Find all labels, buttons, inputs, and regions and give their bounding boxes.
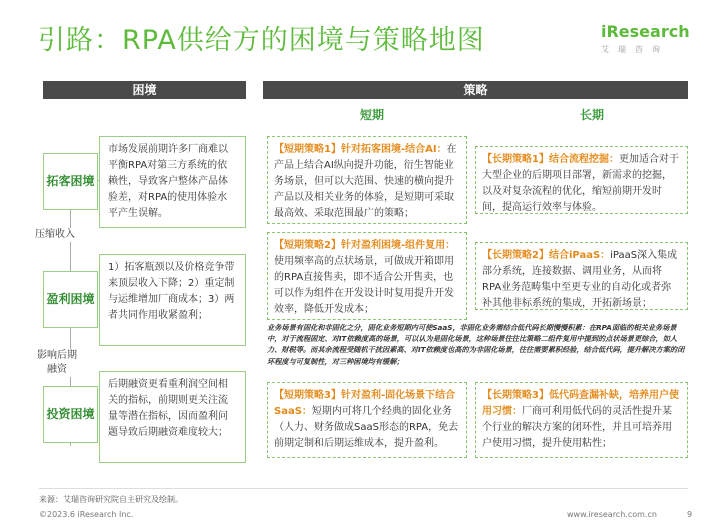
strategy-body: 更加适合对于大型企业的后期项目部署，新需求的挖掘，以及对复杂流程的优化，缩短前期开发时间，提高运行效率与体验。 (482, 154, 679, 213)
short-term-strategy-3 (267, 382, 467, 458)
short-term-strategy-2 (267, 232, 467, 320)
stage-desc-profit: 1）拓客瓶颈以及价格竞争带来顶层收入下降；2）重定制与运维增加厂商成本；3）两者共同作用收紧盈利； (99, 254, 246, 346)
footer-url: www.iresearch.com.cn (567, 510, 657, 519)
strategy-heading: 【长期策略3】低代码查漏补缺，培养用户使用习惯： (482, 390, 679, 417)
header-dilemma: 困境 (43, 81, 246, 99)
header-strategy: 策略 (263, 81, 688, 99)
logo-subtitle: 艾瑞咨询 (601, 45, 669, 54)
strategy-heading: 【短期策略2】针对盈利困境-组件复用： (274, 240, 456, 251)
column-short-term: 短期 (360, 108, 385, 122)
strategy-body: 厂商可利用低代码的灵活性提升某个行业的解决方案的闭环性，并且可培养用户使用习惯，提升使用粘性； (482, 406, 672, 449)
footer-divider (39, 488, 688, 489)
long-term-strategy-1 (475, 146, 688, 214)
short-term-strategy-1 (267, 136, 467, 224)
long-term-strategy-3 (475, 382, 688, 458)
iresearch-logo (601, 22, 691, 55)
stage-desc-investment: 后期融资更看重利润空间相关的指标，前期则更关注流量等潜在指标，因而盈利问题导致后期融资难度较大； (99, 371, 246, 463)
strategy-heading: 【长期策略1】结合流程挖掘： (482, 154, 619, 165)
scenario-note: 业务场景有固化和非固化之分，固化业务短期内可使SaaS，非固化业务需结合低代码长期慢慢积累：在RPA面临的相关业务场景中，对于流程固定、对IT依赖度高的场景，可以认为是固化场景，这种场景往往比策略二组件复用中提到的点状场景更综合，如人力、财税等。而其余流程受随机干扰因素高、对IT依赖度也高的为非固化场景，往往需要累积经验，结合低代码，提升解决方案的闭环程度与可复制性，对三种困境均有缓解； (267, 323, 685, 366)
stage-investment: 投资困境 (43, 386, 98, 443)
strategy-heading: 【短期策略1】针对拓客困境-结合AI： (274, 144, 447, 155)
strategy-heading: 【短期策略3】针对盈利-固化场景下结合SaaS： (274, 390, 456, 417)
strategy-heading: 【长期策略2】结合iPaaS： (482, 250, 611, 261)
stage-customer-acquisition: 拓客困境 (43, 153, 98, 210)
strategy-body: 在产品上结合AI纵向提升功能，衍生智能业务场景，但可以大范围、快速的横向提升产品以及相关业务的体验，是短期可采取最高效、采取范围最广的策略； (274, 144, 457, 219)
side-label-compress-income: 压缩收入 (35, 229, 75, 240)
side-label-affect-financing: 影响后期融资 (33, 349, 81, 377)
footer-copyright: ©2023.6 iResearch Inc. (39, 510, 134, 519)
page-number: 9 (687, 510, 693, 519)
stage-profit: 盈利困境 (43, 271, 98, 328)
column-long-term: 长期 (580, 108, 605, 122)
source-note: 来源：艾瑞咨询研究院自主研究及绘制。 (39, 495, 183, 504)
logo-text: iResearch (601, 22, 690, 41)
page-title: 引路：RPA供给方的困境与策略地图 (38, 25, 485, 56)
strategy-body: 使用频率高的点状场景，可做成开箱即用的RPA直接售卖，即不适合公开售卖，也可以作为组件在开发设计时复用提升开发效率，降低开发成本； (274, 256, 454, 315)
strategy-body: iPaaS深入集成部分系统，连接数据、调用业务，从而将RPA业务范畴集中至更专业的自动化或者弥补其他非标系统的集成，开拓新场景； (482, 250, 678, 309)
long-term-strategy-2 (475, 242, 688, 310)
strategy-body: 短期内可将几个经典的固化业务（人力、财务做成SaaS形态的RPA，免去前期定制和后期运维成本，提升盈利。 (274, 406, 459, 449)
stage-desc-customer-acquisition: 市场发展前期许多厂商难以平衡RPA对第三方系统的依赖性，导致客户整体产品体验差，对RPA的使用体验水平产生误解。 (99, 136, 246, 228)
